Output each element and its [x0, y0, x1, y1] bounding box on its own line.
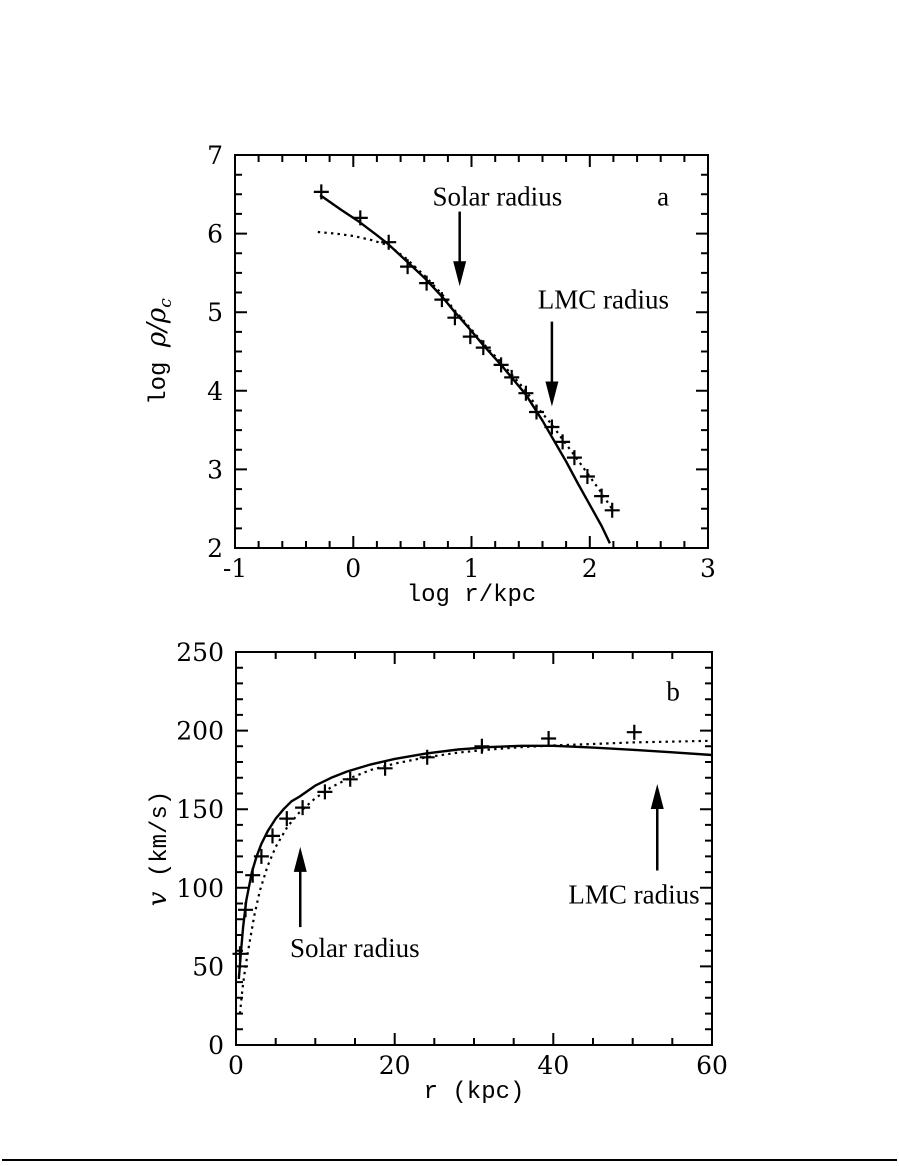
y-tick-label: 250 [176, 638, 224, 667]
y-tick-label: 5 [207, 298, 223, 328]
y-tick-label: 50 [192, 952, 224, 982]
x-axis-title: r (kpc) [423, 1079, 525, 1106]
lmc-radius-label: LMC radius [568, 879, 700, 910]
tick-marks [235, 155, 708, 548]
panel-letter: a [657, 181, 670, 212]
x-tick-label: 2 [581, 554, 598, 583]
lmc-radius-arrow [545, 322, 558, 407]
y-axis-title [142, 298, 176, 405]
solar-radius-arrow-head [294, 847, 307, 872]
y-tick-label: 3 [207, 455, 223, 485]
solar-radius-arrow [294, 847, 307, 927]
lmc-radius-label: LMC radius [537, 284, 669, 315]
y-axis-title-part: ρ/ρ [142, 307, 172, 348]
y-axis-title-part: v [143, 891, 173, 907]
y-axis-title-part: log [146, 347, 173, 405]
x-tick-label: 1 [463, 554, 480, 583]
panel-a [142, 141, 716, 609]
panel-b [143, 638, 728, 1106]
x-tick-label: 20 [378, 1051, 411, 1080]
y-tick-label: 0 [208, 1031, 224, 1060]
x-tick-label: 60 [696, 1051, 728, 1080]
y-tick-label: 7 [207, 141, 223, 170]
solar-radius-label: Solar radius [289, 932, 420, 963]
lmc-radius-arrow-head [651, 784, 664, 809]
solar-radius-label: Solar radius [432, 181, 563, 212]
plot-frame [236, 652, 712, 1045]
lmc-radius-arrow [651, 784, 664, 870]
solid-model-profile [320, 195, 610, 543]
x-tick-label: 0 [228, 1051, 244, 1080]
page-bottom-rule [2, 1159, 897, 1161]
y-axis-title [143, 791, 174, 907]
y-tick-label: 4 [207, 376, 223, 406]
y-tick-label: 6 [207, 219, 223, 249]
y-axis-title-part: c [156, 298, 176, 308]
tick-marks [236, 652, 712, 1045]
x-tick-label: 3 [700, 554, 716, 583]
lmc-radius-arrow-head [545, 382, 558, 407]
solar-radius-arrow-head [453, 261, 466, 286]
y-tick-label: 100 [176, 873, 224, 903]
measured-density-points-crosses [314, 184, 620, 517]
y-axis-title-part: (km/s) [147, 790, 174, 892]
plot-frame [235, 155, 708, 548]
measured-rotation-points-crosses [233, 725, 642, 962]
y-tick-label: 200 [176, 716, 224, 746]
x-tick-label: -1 [222, 554, 248, 583]
x-tick-label: 40 [537, 1051, 570, 1080]
x-tick-label: 0 [345, 554, 362, 583]
x-axis-title: log r/kpc [406, 582, 537, 609]
solar-radius-arrow [453, 212, 466, 287]
panel-letter: b [666, 676, 680, 707]
y-tick-label: 150 [176, 795, 224, 825]
dotted-model-curve [240, 741, 712, 1014]
y-tick-label: 2 [207, 534, 223, 563]
